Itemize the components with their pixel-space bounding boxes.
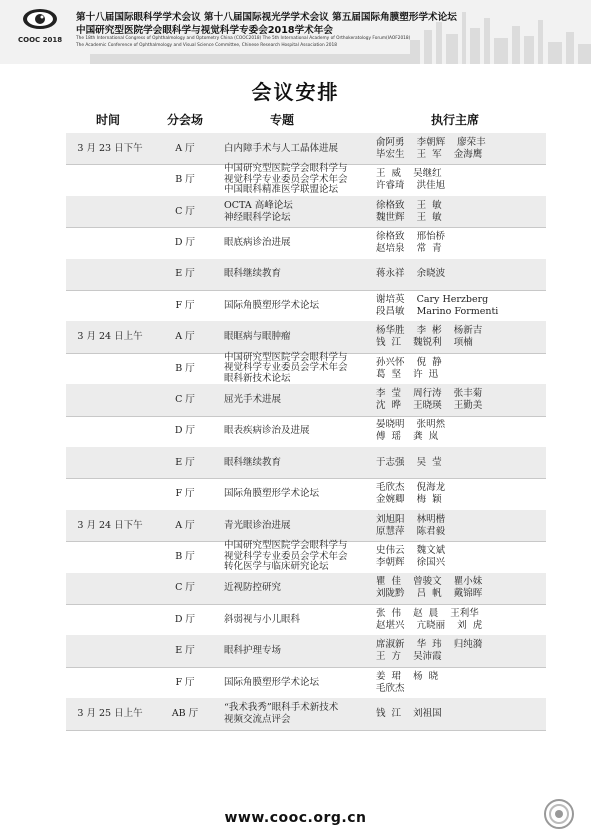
chair-names: 魏世辉 王 敏 [376,211,442,223]
room-cell: E 厅 [175,456,195,468]
room-cell: E 厅 [175,645,195,657]
topic-line: 视觉科学专业委员会学术年会 [224,362,348,374]
chair-names: 葛 坚 许 迅 [376,368,439,380]
topic-line: 斜弱视与小儿眼科 [224,613,301,625]
chair-names: 晏晓明 张明然 [376,419,446,431]
chair-names: 原慧萍 陈君毅 [376,525,446,537]
topic-line: 眼科新技术论坛 [224,372,291,384]
room-cell: F 厅 [175,676,195,688]
chairs-cell [376,231,546,255]
chair-names: 刘陇黔 吕 帆 戴锦晖 [376,588,483,600]
chairs-cell [376,457,546,469]
topic-line: 中国研究型医院学会眼科学与 [224,540,348,552]
topic-cell [224,353,374,385]
chair-names: 瞿 佳 曾骏文 瞿小妹 [376,576,483,588]
topic-cell [224,164,374,196]
topic-line: 眼底病诊治进展 [224,236,291,248]
column-header-room: 分会场 [166,113,203,127]
topic-cell [224,520,374,532]
topic-line: 屈光手术进展 [224,393,282,405]
topic-line: “我术我秀”眼科手术新技术 [224,701,339,713]
topic-line: 中国眼科精准医学联盟论坛 [224,184,339,196]
chair-names: 姜 珺 杨 晓 [376,670,439,682]
topic-line: 近视防控研究 [224,582,282,594]
chair-names: 史伟云 魏文斌 [376,544,446,556]
chair-names: 毕宏生 王 军 金海鹰 [376,148,483,160]
chairs-cell [376,137,546,161]
chair-names: 钱 江 刘祖国 [376,707,442,719]
row-divider [66,227,546,228]
chair-names: 钱 江 魏锐利 项楠 [376,337,473,349]
room-cell: F 厅 [175,299,195,311]
topic-cell [224,394,374,406]
chair-names: 徐格致 王 敏 [376,199,442,211]
row-divider [66,604,546,605]
topic-cell [224,143,374,155]
topic-cell [224,677,374,689]
topic-line: 视觉科学专业委员会学术年会 [224,550,348,562]
room-cell: D 厅 [174,236,196,248]
chair-names: 于志强 吴 莹 [376,456,442,468]
room-cell: B 厅 [175,362,195,374]
cooc-logo [18,8,62,44]
chair-names: 赵培泉 常 青 [376,242,442,254]
page-title: 会议安排 [251,80,340,104]
topic-line: 眼眶病与眼肿瘤 [224,331,291,343]
topic-line: 中国研究型医院学会眼科学与 [224,351,348,363]
chair-names: 段昌敏 Marino Formenti [376,305,499,317]
chairs-cell [376,545,546,569]
room-cell: A 厅 [175,519,195,531]
chairs-cell [376,514,546,538]
topic-line: 眼科护理专场 [224,645,282,657]
chair-names: 王 方 吴沛霞 [376,651,442,663]
chairs-cell [376,639,546,663]
room-cell: A 厅 [175,331,195,343]
topic-cell [224,237,374,249]
topic-cell [224,541,374,573]
chair-names: 赵堪兴 亢晓丽 刘 虎 [376,619,483,631]
column-header-topic: 专题 [269,113,294,127]
topic-cell [224,300,374,312]
row-divider [66,290,546,291]
topic-cell [224,200,374,224]
room-cell: C 厅 [175,205,195,217]
eye-logo-icon [22,8,58,30]
row-divider [66,478,546,479]
chairs-cell [376,268,546,280]
page-footer [0,790,591,835]
topic-line: 青光眼诊治进展 [224,519,291,531]
topic-line: 神经眼科学论坛 [224,211,291,223]
topic-cell [224,268,374,280]
topic-cell [224,582,374,594]
header-english-line2: The Academic Conference of Ophthalmology and Visual Science Committee, Chinese Research Hospital Association 2018 [76,43,337,48]
website-url[interactable]: www.cooc.org.cn [224,810,367,826]
chairs-cell [376,357,546,381]
page-corner-swirl-icon [543,798,575,830]
chairs-cell [376,671,546,695]
time-cell: 3 月 24 日下午 [77,519,143,531]
chair-names: 孙兴怀 倪 静 [376,356,442,368]
logo-text: COOC 2018 [18,36,63,44]
room-cell: D 厅 [174,425,196,437]
chair-names: 徐格致 邢怡桥 [376,230,446,242]
chair-names: 傅 瑶 龚 岚 [376,431,439,443]
chair-names: 蒋永祥 余晓波 [376,268,446,280]
chair-names: 刘旭阳 林明楷 [376,513,446,525]
chairs-cell [376,388,546,412]
topic-cell [224,457,374,469]
topic-cell [224,702,374,726]
chairs-cell [376,608,546,632]
topic-line: 国际角膜塑形学术论坛 [224,299,320,311]
chair-names: 王 威 吴继红 [376,168,442,180]
room-cell: F 厅 [175,488,195,500]
chair-names: 席淑新 华 玮 归纯漪 [376,639,483,651]
row-divider [66,730,546,731]
topic-cell [224,645,374,657]
topic-line: 视频交流点评会 [224,713,291,725]
room-cell: C 厅 [175,393,195,405]
column-header-time: 时间 [95,113,120,127]
topic-line: 白内障手术与人工晶体进展 [224,142,339,154]
row-divider [66,667,546,668]
chair-names: 金婉卿 梅 颖 [376,494,442,506]
chairs-cell [376,294,546,318]
room-cell: C 厅 [175,582,195,594]
topic-line: 眼表疾病诊治及进展 [224,425,310,437]
chairs-cell [376,708,546,720]
header-english-line1: The 18th International Congress of Ophthalmology and Optometry China (COOC2018) The 5th International Academy of Orthokeratology Forum(IAOF2018) [76,36,411,41]
time-cell: 3 月 25 日上午 [77,707,143,719]
topic-line: 国际角膜塑形学术论坛 [224,676,320,688]
chairs-cell [376,200,546,224]
time-cell: 3 月 24 日上午 [77,331,143,343]
room-cell: A 厅 [175,142,195,154]
chair-names: 毛欣杰 倪海龙 [376,482,446,494]
chairs-cell [376,576,546,600]
room-cell: B 厅 [175,550,195,562]
chair-names: 谢培英 Cary Herzberg [376,293,489,305]
chair-names: 毛欣杰 [376,682,405,694]
topic-line: 中国研究型医院学会眼科学与 [224,163,348,175]
chair-names: 李 莹 周行涛 张丰菊 [376,387,483,399]
topic-line: 眼科继续教育 [224,456,282,468]
chairs-cell [376,419,546,443]
row-divider [66,416,546,417]
conference-header [0,0,591,64]
topic-line: 转化医学与临床研究论坛 [224,561,329,573]
column-header-chairs: 执行主席 [430,113,479,127]
header-title-line1: 第十八届国际眼科学学术会议 第十八届国际视光学学术会议 第五届国际角膜塑形学术论坛 [76,12,457,23]
chairs-cell [376,325,546,349]
header-title-line2: 中国研究型医院学会眼科学与视觉科学专委会2018学术年会 [76,25,333,36]
chair-names: 俞阿勇 李朝辉 廖荣丰 [376,136,486,148]
chairs-cell [376,482,546,506]
room-cell: E 厅 [175,268,195,280]
topic-cell [224,614,374,626]
topic-cell [224,331,374,343]
topic-line: 视觉科学专业委员会学术年会 [224,173,348,185]
room-cell: D 厅 [174,613,196,625]
room-cell: AB 厅 [171,707,199,719]
topic-cell [224,488,374,500]
chair-names: 杨华胜 李 彬 杨新吉 [376,325,483,337]
topic-line: OCTA 高峰论坛 [224,199,293,211]
topic-line: 眼科继续教育 [224,268,282,280]
chair-names: 沈 晔 王晓瑛 王勤美 [376,399,483,411]
chair-names: 许睿琦 洪佳旭 [376,180,446,192]
chair-names: 张 伟 赵 晨 王利华 [376,607,479,619]
topic-cell [224,425,374,437]
chair-names: 李朝辉 徐国兴 [376,556,446,568]
chairs-cell [376,168,546,192]
room-cell: B 厅 [175,174,195,186]
time-cell: 3 月 23 日下午 [77,142,143,154]
topic-line: 国际角膜塑形学术论坛 [224,488,320,500]
